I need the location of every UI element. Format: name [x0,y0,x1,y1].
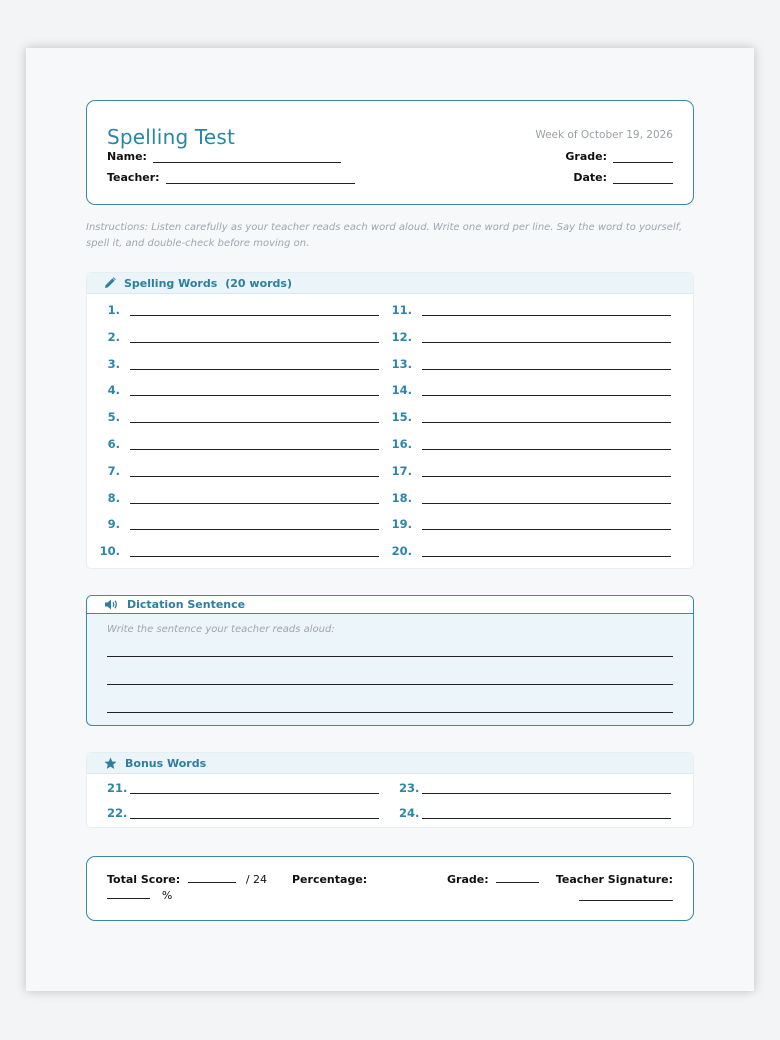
score-card [86,856,694,921]
dictation-line[interactable] [107,684,673,685]
grade-score-input-line[interactable] [496,882,539,883]
word-answer-line[interactable] [130,342,379,343]
week-label: Week of October 19, 2026 [535,129,673,141]
dictation-line[interactable] [107,656,673,657]
word-number: 1. [107,303,120,317]
bonus-number: 23. [399,781,420,795]
percentage-label: Percentage: [292,873,368,886]
grade-field[interactable] [565,150,673,163]
word-number: 2. [107,329,120,344]
teacher-input-line[interactable] [166,172,355,184]
word-answer-line[interactable] [130,369,379,370]
bonus-number: 21. [107,781,128,795]
teacher-label: Teacher: [107,171,160,184]
header-card [86,100,694,205]
word-number: 11. [391,303,412,317]
word-number: 3. [107,356,120,371]
word-number: 9. [107,517,120,532]
word-number: 12. [391,329,412,344]
word-number: 13. [391,356,412,371]
word-number: 20. [391,544,412,559]
spelling-words-header [87,273,693,294]
spelling-words-count: (20 words) [225,276,293,290]
bonus-words-header [87,753,693,774]
word-number: 14. [391,383,412,398]
bonus-words-section [86,752,694,828]
word-answer-line[interactable] [130,556,379,557]
spelling-words-title: Spelling Words [124,276,218,290]
grade-label: Grade: [565,150,607,163]
word-answer-line[interactable] [130,315,379,316]
word-answer-line[interactable] [422,422,671,423]
word-number: 19. [391,517,412,532]
total-score-label: Total Score: [107,873,181,886]
word-answer-line[interactable] [422,395,671,396]
word-answer-line[interactable] [422,556,671,557]
word-answer-line[interactable] [130,422,379,423]
percent-sign: % [161,889,173,902]
pencil-icon [104,277,116,289]
word-answer-line[interactable] [422,369,671,370]
total-score-field[interactable] [107,873,267,886]
speaker-icon [105,599,119,610]
grade-score-label: Grade: [447,873,489,886]
spelling-words-section [86,272,694,569]
teacher-signature-field[interactable] [579,889,673,904]
word-number: 7. [107,463,120,478]
word-answer-line[interactable] [130,503,379,504]
word-answer-line[interactable] [130,529,379,530]
word-answer-line[interactable] [130,476,379,477]
bonus-answer-line[interactable] [422,818,671,819]
date-field[interactable] [573,171,673,184]
bonus-answer-line[interactable] [130,818,379,819]
bonus-number: 24. [399,806,420,820]
word-answer-line[interactable] [422,342,671,343]
dictation-title: Dictation Sentence [127,598,246,611]
word-number: 15. [391,410,412,425]
dictation-section [86,595,694,726]
word-answer-line[interactable] [422,315,671,316]
teacher-signature-line[interactable] [579,889,673,901]
bonus-number: 22. [107,806,128,820]
word-number: 8. [107,490,120,505]
star-icon [104,757,117,770]
percentage-input[interactable] [107,889,172,902]
worksheet-page [26,48,754,991]
percentage-input-line[interactable] [107,898,150,899]
word-answer-line[interactable] [422,503,671,504]
word-answer-line[interactable] [422,476,671,477]
word-answer-line[interactable] [130,449,379,450]
bonus-words-title: Bonus Words [125,756,207,770]
dictation-prompt: Write the sentence your teacher reads aloud: [107,624,335,635]
teacher-field[interactable] [107,171,355,184]
word-number: 17. [391,463,412,478]
dictation-header [87,596,693,614]
word-answer-line[interactable] [422,449,671,450]
word-answer-line[interactable] [130,395,379,396]
grade-input-line[interactable] [613,151,673,163]
teacher-signature-label: Teacher Signature: [555,873,673,886]
bonus-answer-line[interactable] [422,793,671,794]
total-score-max: / 24 [245,873,268,886]
word-number: 5. [107,410,120,425]
word-answer-line[interactable] [422,529,671,530]
name-input-line[interactable] [153,151,341,163]
instructions-text: Instructions: Listen carefully as your teacher reads each word aloud. Write one word per line. Say the word to yourself, spell it, and double-check before moving on. [86,222,683,249]
name-field[interactable] [107,150,341,163]
word-number: 10. [99,544,120,559]
word-number: 18. [391,490,412,505]
bonus-answer-line[interactable] [130,793,379,794]
total-score-input-line[interactable] [188,882,236,883]
date-input-line[interactable] [613,172,673,184]
page-title: Spelling Test [107,125,236,149]
name-label: Name: [107,150,147,163]
date-label: Date: [573,171,607,184]
word-number: 16. [391,436,412,451]
grade-score-field[interactable] [447,873,539,886]
dictation-line[interactable] [107,712,673,713]
word-number: 6. [107,436,120,451]
word-number: 4. [107,383,120,398]
